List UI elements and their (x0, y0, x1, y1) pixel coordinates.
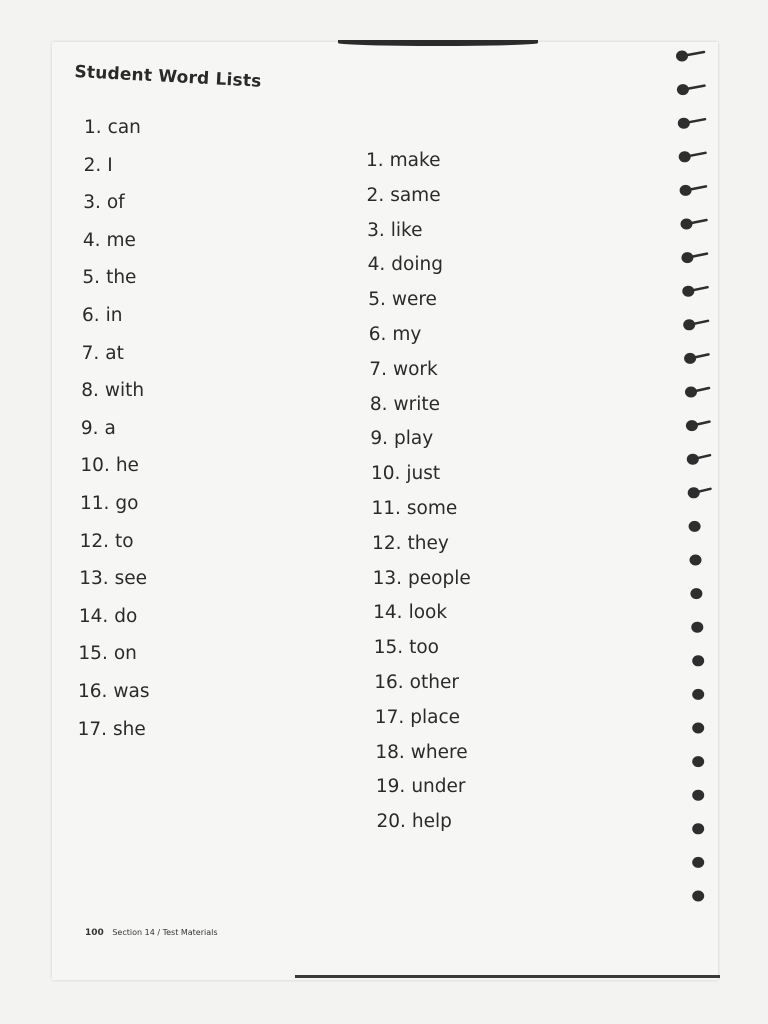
word-number: 9. (80, 417, 99, 439)
word-text: doing (391, 254, 443, 276)
spiral-coil (679, 151, 706, 162)
word-number: 5. (82, 267, 101, 289)
word-item (82, 305, 123, 326)
word-item (375, 742, 467, 763)
word-text: just (406, 463, 441, 485)
word-number: 5. (368, 289, 386, 311)
word-item (79, 606, 137, 627)
word-number: 12. (79, 530, 110, 552)
word-item (78, 719, 146, 740)
spiral-coil (678, 118, 705, 129)
word-number: 12. (372, 532, 402, 554)
word-text: were (391, 289, 437, 311)
word-item (83, 230, 136, 251)
word-number: 2. (366, 184, 385, 206)
word-item (370, 428, 433, 449)
spiral-coil (683, 319, 708, 330)
word-item (371, 463, 440, 484)
word-text: people (408, 567, 471, 589)
word-item (375, 707, 460, 728)
word-item (374, 672, 459, 693)
word-item (372, 498, 458, 519)
word-number: 11. (371, 498, 401, 519)
word-text: I (107, 154, 113, 176)
word-item (78, 681, 150, 702)
word-item (368, 289, 437, 310)
word-number: 19. (375, 776, 406, 798)
word-item (84, 117, 141, 138)
page-footer (85, 928, 218, 938)
spiral-coil (691, 622, 703, 633)
word-item (80, 493, 138, 514)
word-text: of (106, 192, 125, 214)
word-number: 3. (83, 192, 101, 214)
word-number: 14. (373, 602, 403, 624)
word-text: she (113, 718, 146, 740)
word-item (367, 185, 441, 206)
spiral-coil (677, 84, 705, 95)
word-item (82, 267, 136, 288)
word-number: 1. (84, 117, 102, 138)
word-number: 4. (82, 229, 101, 251)
spiral-coil (692, 756, 704, 767)
page-shadow-top (338, 40, 538, 46)
word-number: 20. (376, 811, 406, 833)
page-shadow-bottom (295, 975, 720, 978)
spiral-coil (690, 555, 702, 566)
spiral-coil (680, 185, 706, 196)
word-text: to (115, 530, 134, 552)
section-label: Section 14 / Test Materials (112, 928, 218, 937)
word-item (369, 359, 437, 380)
word-text: my (392, 324, 422, 345)
word-number: 15. (373, 637, 404, 659)
word-text: a (104, 417, 116, 439)
spiral-coil (681, 219, 707, 230)
word-text: on (113, 643, 137, 665)
word-number: 16. (78, 681, 108, 702)
spiral-coil (692, 823, 704, 834)
word-number: 15. (78, 643, 108, 665)
word-text: like (390, 219, 423, 241)
word-text: in (105, 305, 123, 326)
word-number: 4. (367, 254, 386, 276)
word-item (81, 380, 144, 401)
word-number: 8. (81, 380, 99, 402)
word-text: too (409, 637, 440, 659)
word-text: they (407, 532, 449, 554)
word-text: make (389, 150, 441, 171)
word-number: 13. (79, 568, 109, 590)
spiral-coil (690, 588, 702, 599)
word-text: he (115, 455, 139, 477)
word-item (369, 324, 422, 345)
word-number: 10. (370, 463, 401, 485)
word-item (373, 568, 471, 589)
spiral-coil (692, 723, 704, 734)
spiral-coil (688, 487, 711, 498)
word-item (82, 343, 124, 364)
page-number: 100 (85, 928, 104, 938)
word-item (366, 150, 440, 171)
word-item (376, 811, 451, 832)
word-text: go (115, 493, 139, 514)
word-number: 10. (80, 455, 110, 477)
word-item (367, 220, 422, 241)
word-number: 2. (83, 154, 102, 176)
word-text: can (107, 117, 141, 138)
spiral-coil (687, 454, 710, 465)
word-text: see (114, 568, 148, 590)
spiral-coil (684, 353, 708, 364)
word-text: was (113, 681, 150, 702)
word-number: 8. (369, 393, 388, 415)
word-number: 1. (366, 150, 384, 171)
spiral-coil (692, 689, 704, 700)
spiral-coil (692, 790, 704, 801)
word-number: 3. (367, 219, 385, 241)
word-number: 16. (374, 672, 404, 693)
word-number: 7. (81, 342, 100, 364)
spiral-coil (689, 521, 701, 532)
word-number: 13. (372, 567, 403, 589)
word-item (80, 455, 139, 476)
word-text: the (106, 267, 137, 289)
word-item (79, 568, 147, 589)
spiral-coil (692, 891, 704, 902)
word-item (376, 776, 466, 797)
word-text: with (104, 380, 145, 402)
word-text: some (406, 498, 458, 519)
word-text: work (392, 358, 438, 380)
word-item (373, 602, 447, 623)
word-text: help (411, 811, 452, 833)
spiral-coil (681, 252, 707, 263)
word-text: at (105, 342, 124, 364)
word-item (84, 155, 113, 176)
word-item (368, 254, 443, 275)
word-text: place (410, 706, 460, 728)
word-number: 11. (80, 493, 110, 514)
word-text: do (114, 605, 138, 627)
spiral-coil (685, 387, 709, 398)
word-number: 9. (370, 428, 389, 450)
spiral-coil (676, 51, 704, 62)
word-text: me (106, 229, 136, 251)
spiral-coil (692, 655, 704, 666)
word-item (374, 637, 439, 658)
word-item (372, 533, 449, 554)
page-title: Student Word Lists (73, 62, 262, 92)
word-number: 17. (77, 718, 108, 740)
word-item (83, 192, 125, 213)
word-text: other (409, 672, 459, 693)
word-text: play (394, 428, 434, 450)
word-text: same (390, 184, 441, 206)
word-number: 14. (78, 605, 109, 627)
word-text: under (411, 776, 466, 798)
word-item (78, 643, 136, 664)
word-item (370, 394, 440, 415)
word-number: 6. (82, 305, 100, 326)
word-number: 7. (369, 358, 387, 380)
word-item (81, 418, 116, 439)
spiral-binding (668, 42, 720, 922)
word-text: where (410, 741, 468, 763)
word-item (80, 531, 134, 552)
word-text: write (393, 393, 441, 415)
word-number: 6. (368, 324, 387, 345)
spiral-coil (682, 286, 707, 297)
spiral-coil (686, 420, 710, 431)
word-number: 17. (374, 706, 405, 728)
word-number: 18. (375, 741, 405, 763)
word-text: look (408, 602, 448, 624)
spiral-coil (692, 857, 704, 868)
